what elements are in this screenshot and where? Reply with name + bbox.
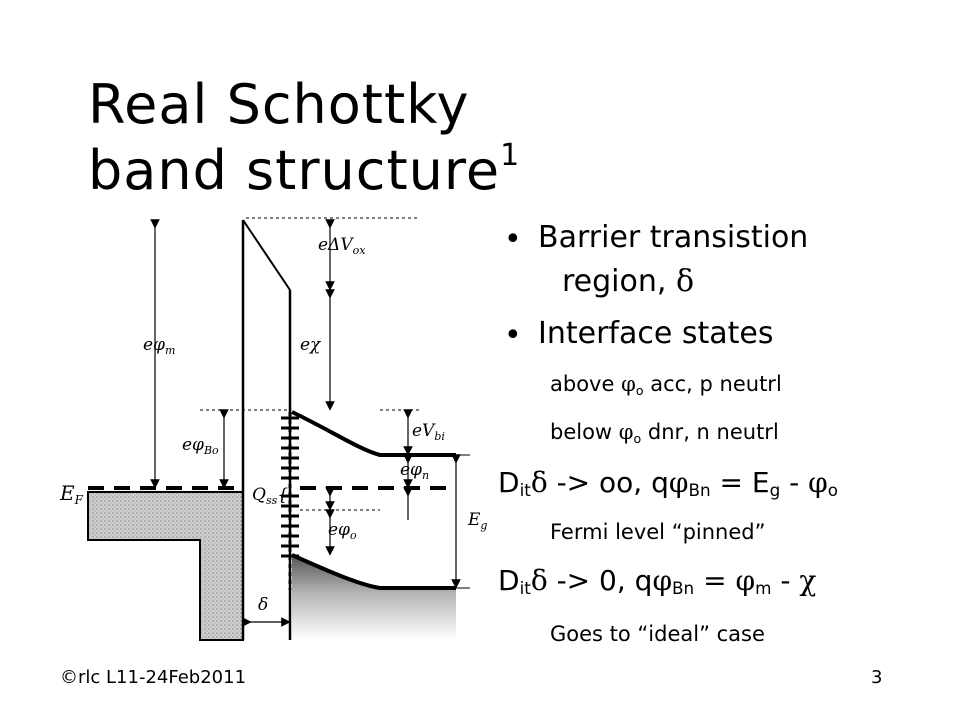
label-chi: eχ (300, 335, 321, 355)
delta-symbol: δ (675, 264, 695, 299)
label-Eg: $E_g$ (468, 510, 488, 532)
title-footnote-marker: 1 (500, 138, 521, 173)
title-line-2-text: band structure (88, 139, 501, 202)
title-line-1: Real Schottky (88, 73, 470, 136)
bullet-dot: • (504, 222, 522, 257)
label-delta: δ (258, 595, 269, 615)
label-Vbi: $eV_{bi}$ (412, 421, 445, 443)
line-ideal: $D_{it}\delta -> 0$, $q\varphi_{Bn} = \varphi_m - \chi$ (498, 564, 817, 598)
label-phin: $e\varphi_n$ (400, 460, 430, 482)
bullet-2: Interface states (538, 316, 774, 351)
slide-number: 3 (871, 667, 883, 688)
pinned-note: Fermi level “pinned” (550, 520, 766, 544)
sub-item-below: below $\varphi_o$ dnr, n neutrl (550, 420, 779, 446)
ideal-note: Goes to “ideal” case (550, 622, 765, 646)
line-pinned: $D_{it}\delta$ -> oo, $q\varphi_{Bn} = E_g - \varphi_o$ (498, 466, 839, 500)
bullet-dot: • (504, 318, 522, 353)
oxide-barrier-top (243, 220, 290, 290)
label-phiBo: $e\varphi_{Bo}$ (182, 435, 219, 457)
label-dVox: eΔV$_{ox}$ (318, 235, 366, 257)
bullet-1-line-2: region, δ (562, 264, 695, 299)
label-Qss: $Q_{ss}${ (252, 485, 289, 507)
label-EF: $E_F$ (60, 481, 83, 507)
label-phio: $e\varphi_o$ (328, 520, 357, 542)
metal-region (88, 492, 243, 640)
footer-copyright: ©rlc L11-24Feb2011 (60, 667, 247, 688)
label-phim: $e\varphi_m$ (143, 335, 176, 357)
sub-item-above: above $\varphi_o$ acc, p neutrl (550, 372, 782, 398)
bullet-1-line-1: Barrier transistion (538, 220, 809, 255)
